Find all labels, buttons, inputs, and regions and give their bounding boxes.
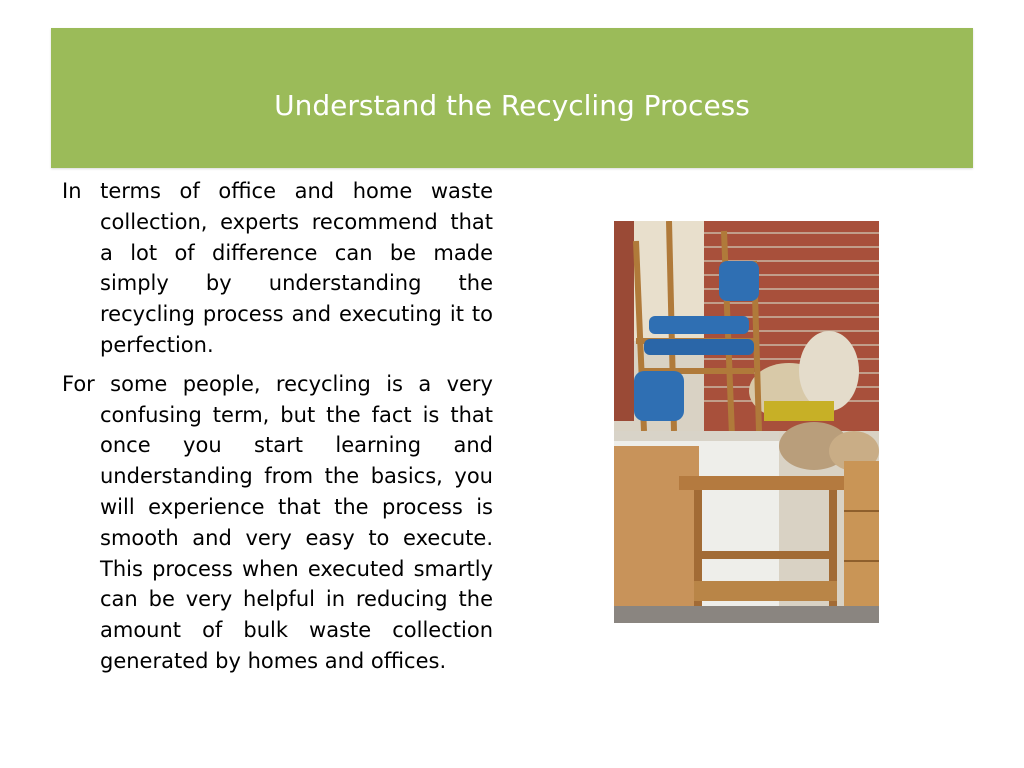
paragraph-2: For some people, recycling is a very confusing term, but the fact is that once you start learning and understanding from the basics, you will experience that the process is smooth and very easy to execute. This process when executed smartly can be very helpful in reducing the amount of bulk waste collection generated by homes and offices. — [62, 371, 493, 673]
furniture-waste-photo — [614, 221, 879, 623]
furniture-pile-image — [614, 221, 879, 623]
slide-title: Understand the Recycling Process — [274, 89, 750, 122]
paragraph-1: In terms of office and home waste collection, experts recommend that a lot of difference can be made simply by understanding the recycling process and executing it to perfection. — [62, 179, 493, 357]
body-text — [62, 176, 493, 685]
title-banner — [51, 28, 973, 168]
